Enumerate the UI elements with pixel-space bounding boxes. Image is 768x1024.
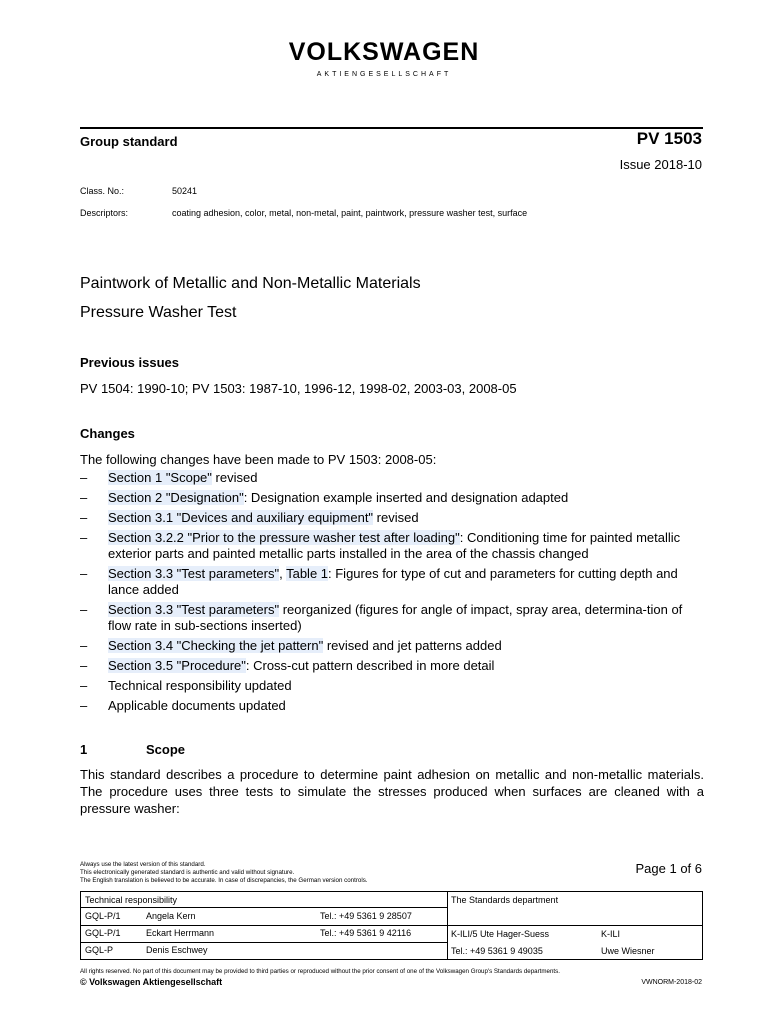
section-link[interactable]: Section 1 "Scope": [108, 470, 212, 485]
standards-department-heading: The Standards department: [451, 895, 559, 905]
copyright-notice: © Volkswagen Aktiengesellschaft: [80, 977, 223, 987]
tel-cell: Tel.: +49 5361 9 42116: [320, 928, 412, 938]
table-row: [447, 943, 702, 960]
list-item: [80, 510, 705, 526]
list-item-text: : Cross-cut pattern described in more detail: [245, 658, 495, 673]
standards-name-cell: Uwe Wiesner: [601, 946, 655, 956]
list-dash: –: [80, 510, 88, 525]
footer-notes: [80, 861, 368, 885]
list-item: [80, 490, 705, 506]
issue-date: Issue 2018-10: [619, 157, 702, 172]
list-item-text: revised: [211, 470, 258, 485]
technical-responsibility-block: [81, 892, 448, 959]
table-row: [81, 925, 447, 943]
standards-contact-cell: K-ILI/5 Ute Hager-Suess: [451, 929, 550, 939]
list-dash: –: [80, 678, 88, 693]
logo-wordmark: VOLKSWAGEN: [288, 38, 480, 66]
list-item: [80, 470, 705, 486]
header-rule: [80, 127, 703, 129]
footer-note: The English translation is believed to be accurate. In case of discrepancies, the German version controls.: [80, 877, 368, 884]
previous-issues-text: PV 1504: 1990-10; PV 1503: 1987-10, 1996-12, 1998-02, 2003-03, 2008-05: [80, 381, 517, 396]
list-dash: –: [80, 602, 88, 617]
table-link[interactable]: Table 1: [286, 566, 329, 581]
list-dash: –: [80, 490, 88, 505]
section-link[interactable]: Section 3.4 "Checking the jet pattern": [108, 638, 324, 653]
dept-cell: GQL-P/1: [85, 911, 121, 921]
table-row: [81, 942, 447, 959]
name-cell: Eckart Herrmann: [146, 928, 215, 938]
list-dash: –: [80, 658, 88, 673]
logo-subtitle: AKTIENGESELLSCHAFT: [316, 71, 452, 78]
list-item-text: Applicable documents updated: [108, 698, 286, 713]
list-item: [80, 566, 705, 598]
name-cell: Angela Kern: [146, 911, 196, 921]
previous-issues-heading: Previous issues: [80, 355, 179, 370]
name-cell: Denis Eschwey: [146, 945, 208, 955]
footer-note: This electronically generated standard is authentic and valid without signature.: [80, 869, 295, 876]
section-link[interactable]: Section 3.3 "Test parameters": [108, 602, 280, 617]
class-no-label: Class. No.:: [80, 186, 125, 196]
list-item: [80, 658, 705, 674]
dept-cell: GQL-P/1: [85, 928, 121, 938]
list-item: [80, 678, 705, 694]
class-no-value: 50241: [172, 186, 198, 196]
technical-responsibility-heading: Technical responsibility: [85, 895, 178, 905]
rights-notice: All rights reserved. No part of this document may be provided to third parties or reproduced without the prior consent of one of the Volkswagen Group's Standards departments.: [80, 968, 560, 975]
list-item-text: : Designation example inserted and designation adapted: [243, 490, 569, 505]
scope-heading: Scope: [146, 742, 186, 757]
list-dash: –: [80, 470, 88, 485]
section-link[interactable]: Section 3.5 "Procedure": [108, 658, 246, 673]
standards-dept-cell: K-ILI: [601, 929, 621, 939]
changes-intro: The following changes have been made to PV 1503: 2008-05:: [80, 452, 437, 467]
list-item-text: : Conditioning time for painted metallic exterior parts and painted metallic parts installed in the area of the chassis changed: [108, 530, 681, 561]
section-link[interactable]: Section 3.3 "Test parameters": [108, 566, 280, 581]
list-item-text: Technical responsibility updated: [108, 678, 292, 693]
list-dash: –: [80, 638, 88, 653]
list-item: [80, 638, 705, 654]
list-item: [80, 602, 705, 634]
group-standard-label: Group standard: [80, 134, 178, 149]
list-item-text: reorganized (figures for angle of impact, spray area, determina-tion of flow rate in sub-sections inserted): [108, 602, 683, 633]
dept-cell: GQL-P: [85, 945, 114, 955]
list-item: [80, 698, 705, 714]
list-dash: –: [80, 698, 88, 713]
list-item-text: revised and jet patterns added: [323, 638, 502, 653]
scope-paragraph: This standard describes a procedure to determine paint adhesion on metallic and non-metallic materials. The procedure uses three tests to simulate the stresses produced when surfaces are cleaned with a pressure washer:: [80, 767, 704, 816]
descriptors-value: coating adhesion, color, metal, non-metal, paint, paintwork, pressure washer test, surface: [172, 208, 528, 218]
responsibility-table: [80, 891, 703, 960]
document-number: PV 1503: [636, 129, 702, 148]
document-subtitle: Pressure Washer Test: [80, 304, 237, 321]
list-item: [80, 530, 705, 562]
list-item-text: ,: [279, 566, 287, 581]
volkswagen-logo: [0, 38, 768, 78]
section-link[interactable]: Section 3.2.2 "Prior to the pressure washer test after loading": [108, 530, 460, 545]
footer-note: Always use the latest version of this standard.: [80, 861, 206, 868]
table-row: [81, 908, 447, 926]
list-item-text: revised: [373, 510, 419, 525]
descriptors-label: Descriptors:: [80, 208, 129, 218]
list-dash: –: [80, 530, 88, 545]
scope-section-number: 1: [80, 742, 88, 757]
changes-list: [80, 470, 705, 718]
changes-heading: Changes: [80, 426, 135, 441]
list-dash: –: [80, 566, 88, 581]
section-link[interactable]: Section 2 "Designation": [108, 490, 244, 505]
page-indicator: Page 1 of 6: [635, 861, 702, 876]
list-item-text: : Figures for type of cut and parameters for cutting depth and lance added: [108, 566, 678, 597]
tel-cell: Tel.: +49 5361 9 28507: [320, 911, 412, 921]
table-row: [447, 926, 702, 943]
standards-tel-cell: Tel.: +49 5361 9 49035: [451, 946, 543, 956]
document-title: Paintwork of Metallic and Non-Metallic Materials: [80, 275, 421, 292]
section-link[interactable]: Section 3.1 "Devices and auxiliary equipment": [108, 510, 374, 525]
form-code: VWNORM-2018-02: [641, 979, 702, 986]
